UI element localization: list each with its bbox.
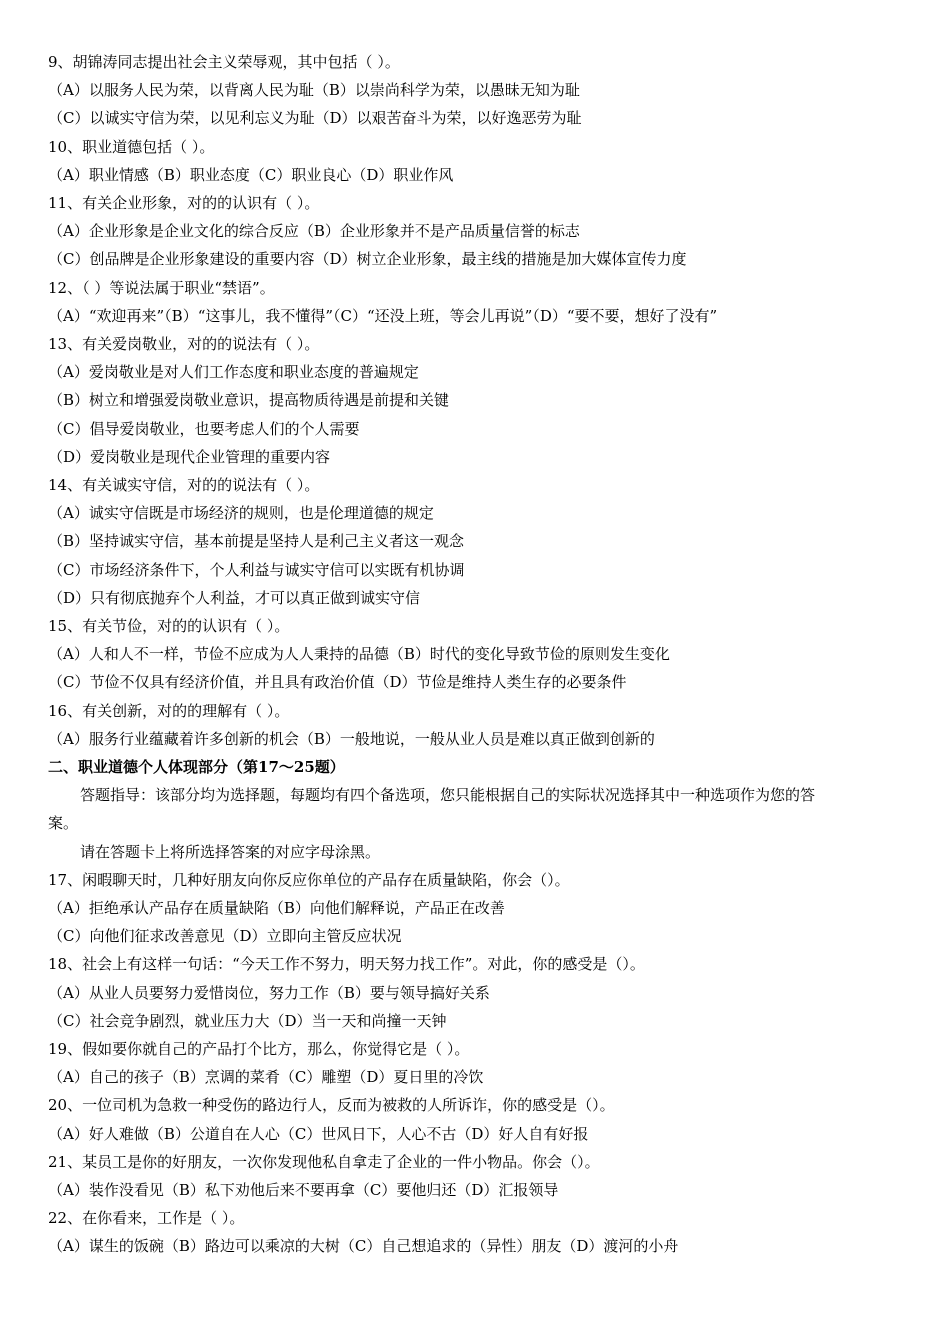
question-14: 14、有关诚实守信，对的的说法有（ ）。 <box>48 476 320 494</box>
question-22: 22、在你看来，工作是（ ）。 <box>48 1209 245 1227</box>
question-13-option-d: （D）爱岗敬业是现代企业管理的重要内容 <box>48 448 331 466</box>
question-21-options: （A）装作没看见（B）私下劝他后来不要再拿（C）要他归还（D）汇报领导 <box>48 1181 559 1199</box>
question-17-options-ab: （A）拒绝承认产品存在质量缺陷（B）向他们解释说，产品正在改善 <box>48 899 505 917</box>
question-11-options-ab: （A）企业形象是企业文化的综合反应（B）企业形象并不是产品质量信誉的标志 <box>48 222 580 240</box>
question-22-options: （A）谋生的饭碗（B）路边可以乘凉的大树（C）自己想追求的（异性）朋友（D）渡河的小舟 <box>48 1237 679 1255</box>
instructions-line-3: 请在答题卡上将所选择答案的对应字母涂黑。 <box>80 843 381 861</box>
question-9: 9、胡锦涛同志提出社会主义荣辱观，其中包括（ ）。 <box>48 53 400 71</box>
question-14-option-b: （B）坚持诚实守信，基本前提是坚持人是利己主义者这一观念 <box>48 532 465 550</box>
section-heading: 二、职业道德个人体现部分（第17～25题） <box>48 758 345 776</box>
question-12-options: （A）“欢迎再来”（B）“这事儿，我不懂得”（C）“还没上班，等会儿再说”（D）“要不要，想好了没有” <box>48 307 718 325</box>
question-12: 12、（ ）等说法属于职业“禁语”。 <box>48 279 275 297</box>
question-16-options-ab: （A）服务行业蕴藏着许多创新的机会（B）一般地说，一般从业人员是难以真正做到创新的 <box>48 730 655 748</box>
question-13: 13、有关爱岗敬业，对的的说法有（ ）。 <box>48 335 320 353</box>
question-13-option-a: （A）爱岗敬业是对人们工作态度和职业态度的普遍规定 <box>48 363 419 381</box>
question-15-options-cd: （C）节俭不仅具有经济价值，并且具有政治价值（D）节俭是维持人类生存的必要条件 <box>48 673 627 691</box>
question-15-options-ab: （A）人和人不一样，节俭不应成为人人秉持的品德（B）时代的变化导致节俭的原则发生变化 <box>48 645 670 663</box>
question-14-option-c: （C）市场经济条件下，个人利益与诚实守信可以实既有机协调 <box>48 561 465 579</box>
question-21: 21、某员工是你的好朋友，一次你发现他私自拿走了企业的一件小物品。你会（）。 <box>48 1153 600 1171</box>
question-14-option-a: （A）诚实守信既是市场经济的规则，也是伦理道德的规定 <box>48 504 434 522</box>
question-16: 16、有关创新，对的的理解有（ ）。 <box>48 702 290 720</box>
question-17: 17、闲暇聊天时，几种好朋友向你反应你单位的产品存在质量缺陷，你会（）。 <box>48 871 570 889</box>
question-9-options-cd: （C）以诚实守信为荣，以见利忘义为耻（D）以艰苦奋斗为荣，以好逸恶劳为耻 <box>48 109 582 127</box>
instructions-line-2: 案。 <box>48 814 79 832</box>
question-13-option-c: （C）倡导爱岗敬业，也要考虑人们的个人需要 <box>48 420 360 438</box>
question-17-options-cd: （C）向他们征求改善意见（D）立即向主管反应状况 <box>48 927 402 945</box>
question-10: 10、职业道德包括（ ）。 <box>48 138 215 156</box>
question-20-options: （A）好人难做（B）公道自在人心（C）世风日下，人心不古（D）好人自有好报 <box>48 1125 589 1143</box>
question-18-options-ab: （A）从业人员要努力爱惜岗位，努力工作（B）要与领导搞好关系 <box>48 984 490 1002</box>
question-19: 19、假如要你就自己的产品打个比方，那么，你觉得它是（ ）。 <box>48 1040 470 1058</box>
question-10-options: （A）职业情感（B）职业态度（C）职业良心（D）职业作风 <box>48 166 454 184</box>
question-13-option-b: （B）树立和增强爱岗敬业意识，提高物质待遇是前提和关键 <box>48 391 450 409</box>
question-18-options-cd: （C）社会竞争剧烈，就业压力大（D）当一天和尚撞一天钟 <box>48 1012 447 1030</box>
question-14-option-d: （D）只有彻底抛弃个人利益，才可以真正做到诚实守信 <box>48 589 421 607</box>
question-11-options-cd: （C）创品牌是企业形象建设的重要内容（D）树立企业形象，最主线的措施是加大媒体宣传力度 <box>48 250 687 268</box>
question-9-options-ab: （A）以服务人民为荣，以背离人民为耻（B）以崇尚科学为荣，以愚昧无知为耻 <box>48 81 580 99</box>
question-15: 15、有关节俭，对的的认识有（ ）。 <box>48 617 290 635</box>
question-11: 11、有关企业形象，对的的认识有（ ）。 <box>48 194 320 212</box>
question-19-options: （A）自己的孩子（B）烹调的菜肴（C）雕塑（D）夏日里的冷饮 <box>48 1068 484 1086</box>
question-20: 20、一位司机为急救一种受伤的路边行人，反而为被救的人所诉诈，你的感受是（）。 <box>48 1096 615 1114</box>
question-18: 18、社会上有这样一句话：“今天工作不努力，明天努力找工作”。对此，你的感受是（）。 <box>48 955 645 973</box>
instructions-line-1: 答题指导：该部分均为选择题，每题均有四个备选项，您只能根据自己的实际状况选择其中一种选项作为您的答 <box>80 786 816 804</box>
